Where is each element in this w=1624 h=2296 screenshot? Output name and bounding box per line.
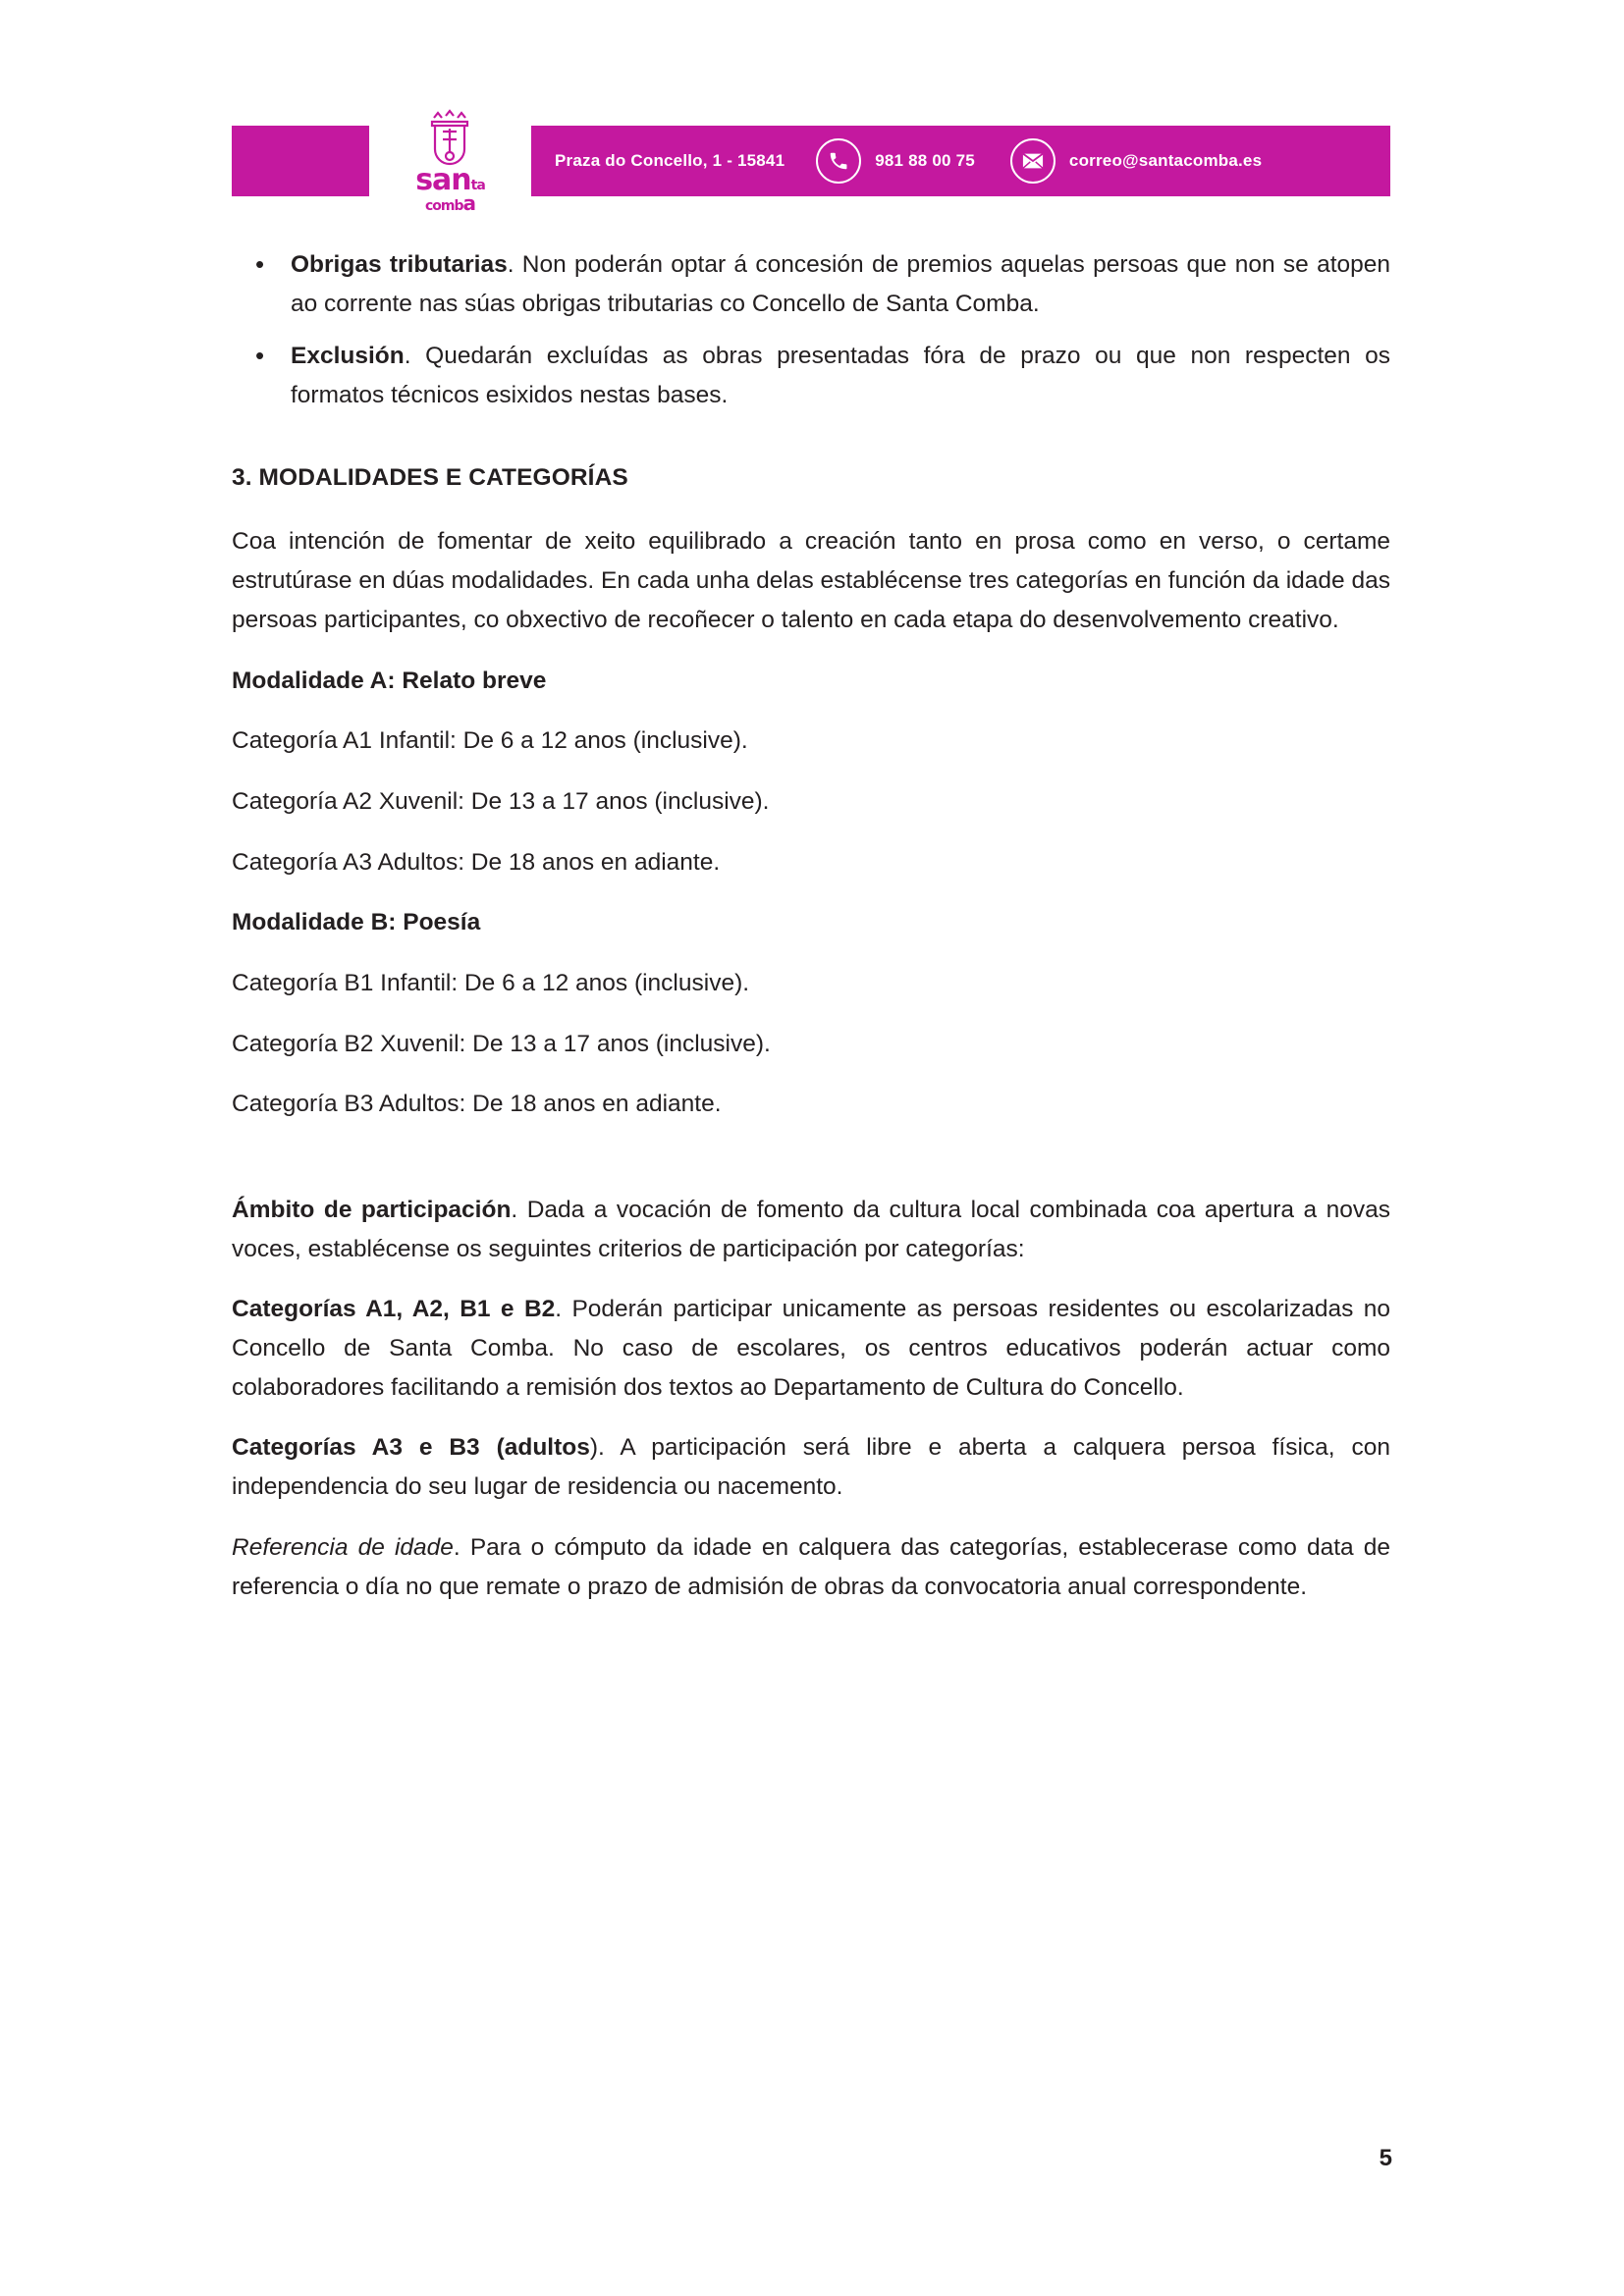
section-intro-paragraph: Coa intención de fomentar de xeito equilibrado a creación tanto en prosa como en verso, o certame estrutúrase en dúas modalidades. En cada unha delas establécense tres categorías en función da idade das persoas participantes, co obxectivo de recoñecer o talento en cada etapa do desenvolvemento creativo. bbox=[232, 528, 1390, 633]
category-b3: Categoría B3 Adultos: De 18 anos en adiante. bbox=[232, 1091, 722, 1118]
bullet-text: . Quedarán excluídas as obras presentadas fóra de prazo ou que non respecten os formatos técnicos esixidos nestas bases. bbox=[291, 343, 1390, 409]
spacer bbox=[232, 1146, 1390, 1191]
header-email: correo@santacomba.es bbox=[1068, 151, 1263, 170]
coat-of-arms-icon bbox=[419, 109, 480, 166]
scope-para1-text: . Poderán participar unicamente as persoas residentes ou escolarizadas no Concello de Santa Comba. No caso de escolares, os centros educativos poderán actuar como colaboradores facilitando a remisión dos textos ao Departamento de Cultura do Concello. bbox=[232, 1296, 1390, 1401]
scope-para2-text: ). A participación será libre e aberta a calquera persoa física, con independencia do seu lugar de residencia ou nacemento. bbox=[232, 1434, 1391, 1501]
scope-paragraph-adults bbox=[232, 1428, 1390, 1506]
logo-word-san: san bbox=[415, 163, 471, 197]
section-heading-modalidades: 3. MODALIDADES E CATEGORÍAS bbox=[232, 463, 628, 491]
category-a1: Categoría A1 Infantil: De 6 a 12 anos (inclusive). bbox=[232, 727, 748, 755]
document-body bbox=[232, 245, 1390, 1628]
bullet-text: . Non poderán optar á concesión de premios aquelas persoas que non se atopen ao corrente nas súas obrigas tributarias co Concello de Santa Comba. bbox=[291, 251, 1390, 317]
category-b1: Categoría B1 Infantil: De 6 a 12 anos (inclusive). bbox=[232, 969, 750, 996]
header-contact-band bbox=[531, 126, 1390, 196]
phone-icon bbox=[816, 138, 861, 184]
list-item bbox=[291, 337, 1390, 414]
modality-b-title: Modalidade B: Poesía bbox=[232, 909, 481, 936]
header-left-color-band bbox=[232, 126, 369, 196]
list-item bbox=[291, 245, 1390, 323]
logo-wordmark-2 bbox=[425, 193, 475, 213]
scope-intro-paragraph bbox=[232, 1191, 1390, 1268]
bullet-lead: Exclusión bbox=[291, 343, 405, 370]
category-b2: Categoría B2 Xuvenil: De 13 a 17 anos (inclusive). bbox=[232, 1030, 771, 1057]
category-a2: Categoría A2 Xuvenil: De 13 a 17 anos (inclusive). bbox=[232, 787, 770, 815]
logo-word-comb: comb bbox=[424, 198, 463, 214]
bullet-lead: Obrigas tributarias bbox=[291, 251, 508, 278]
scope-para1-lead: Categorías A1, A2, B1 e B2 bbox=[232, 1296, 556, 1323]
santa-comba-logo bbox=[369, 126, 531, 215]
scope-paragraph-age-reference bbox=[232, 1528, 1390, 1606]
header-address: Praza do Concello, 1 - 15841 bbox=[555, 151, 785, 170]
header-phone: 981 88 00 75 bbox=[875, 151, 975, 170]
scope-intro-text: . Dada a vocación de fomento da cultura local combinada coa apertura a novas voces, establécense os seguintes criterios de participación por categorías: bbox=[232, 1197, 1390, 1262]
modality-a-title: Modalidade A: Relato breve bbox=[232, 667, 547, 694]
scope-para3-text: . Para o cómputo da idade en calquera das categorías, establecerase como data de referencia o día no que remate o prazo de admisión de obras da convocatoria anual correspondente. bbox=[232, 1533, 1390, 1600]
crest-graphic bbox=[415, 109, 485, 213]
page-number: 5 bbox=[1379, 2145, 1392, 2171]
scope-para2-lead: Categorías A3 e B3 (adultos bbox=[232, 1434, 590, 1462]
logo-word-ta: ta bbox=[470, 178, 485, 193]
logo-word-a: a bbox=[462, 191, 475, 215]
page-header bbox=[232, 126, 1390, 215]
scope-para3-lead: Referencia de idade bbox=[232, 1533, 454, 1561]
category-a3: Categoría A3 Adultos: De 18 anos en adiante. bbox=[232, 848, 721, 876]
scope-paragraph-local bbox=[232, 1290, 1390, 1407]
email-icon bbox=[1010, 138, 1056, 184]
scope-intro-lead: Ámbito de participación bbox=[232, 1197, 512, 1223]
requirements-bullet-list bbox=[232, 245, 1390, 415]
